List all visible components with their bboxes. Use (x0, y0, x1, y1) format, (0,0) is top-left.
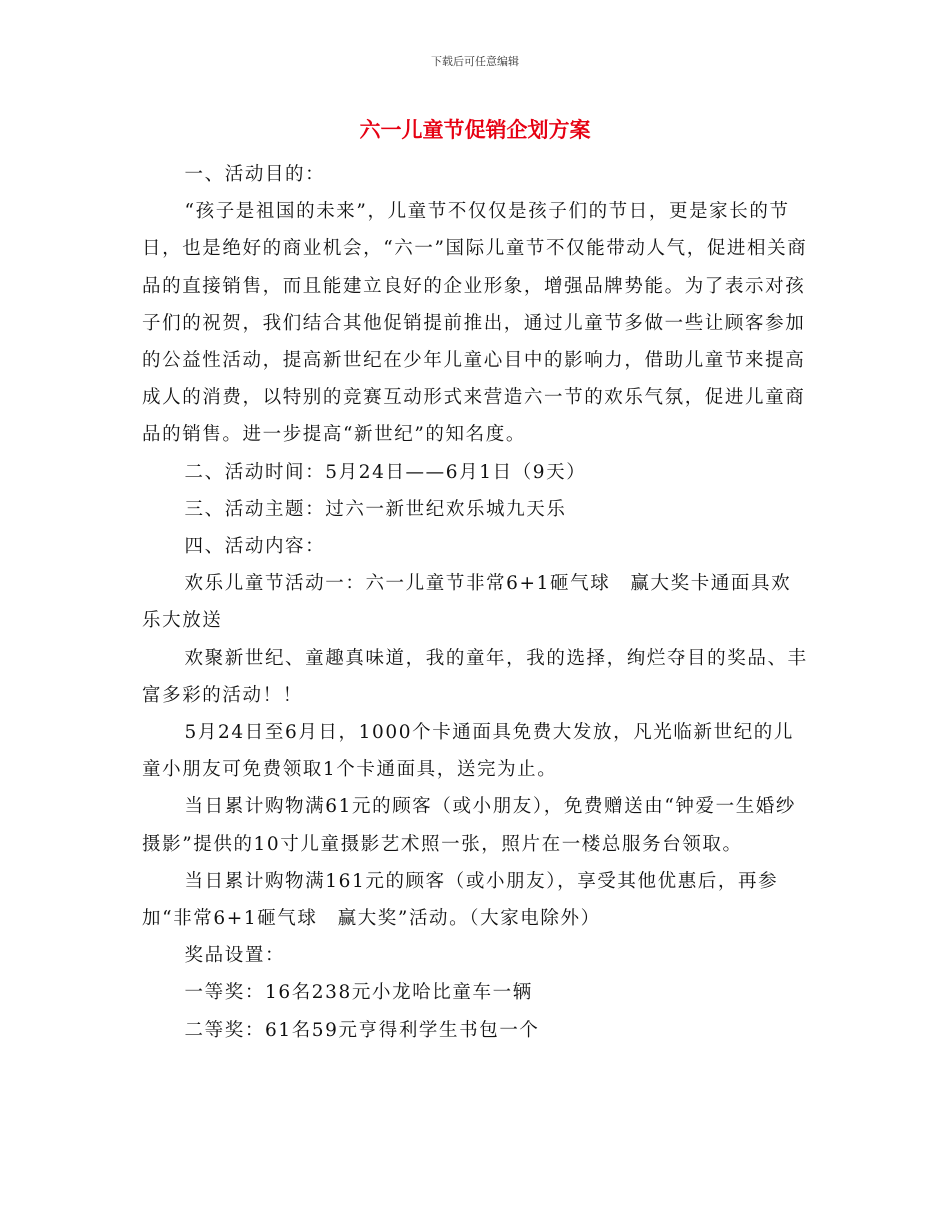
body-paragraph: 当日累计购物满161元的顾客（或小朋友），享受其他优惠后，再参加“非常6+1砸气球 赢大奖”活动。（大家电除外） (142, 870, 779, 930)
body-paragraph: 三、活动主题：过六一新世纪欢乐城九天乐 (184, 498, 567, 520)
page-header-note: 下载后可任意编辑 (431, 55, 519, 68)
body-paragraph: 当日累计购物满61元的顾客（或小朋友），免费赠送由“钟爱一生婚纱摄影”提供的10寸儿童摄影艺术照一张，照片在一楼总服务台领取。 (142, 796, 796, 855)
body-paragraph: 四、活动内容： (184, 536, 326, 558)
body-paragraph: 欢聚新世纪、童趣真味道，我的童年，我的选择，绚烂夺目的奖品、丰富多彩的活动！！ (142, 647, 808, 706)
body-paragraph: 一等奖：16名238元小龙哈比童车一辆 (184, 982, 533, 1004)
body-paragraph: 二、活动时间：5月24日——6月1日（9天） (184, 461, 587, 483)
body-paragraph: 5月24日至6月日，1000个卡通面具免费大发放，凡光临新世纪的儿童小朋友可免费领取1个卡通面具，送完为止。 (142, 722, 795, 781)
body-paragraph: 一、活动目的： (184, 164, 326, 185)
body-paragraph: 欢乐儿童节活动一：六一儿童节非常6+1砸气球 赢大奖卡通面具欢乐大放送 (142, 573, 792, 632)
body-paragraph: 二等奖：61名59元亨得利学生书包一个 (184, 1019, 540, 1041)
document-body (142, 156, 810, 1049)
body-paragraph: “孩子是祖国的未来”，儿童节不仅仅是孩子们的节日，更是家长的节日，也是绝好的商业机会，“六一”国际儿童节不仅能带动人气，促进相关商品的直接销售，而且能建立良好的企业形象，增强品牌势能。为了表示对孩子们的祝贺，我们结合其他促销提前推出，通过儿童节多做一些让顾客参加的公益性活动，提高新世纪在少年儿童心目中的影响力，借助儿童节来提高成人的消费，以特别的竞赛互动形式来营造六一节的欢乐气氛，促进儿童商品的销售。进一步提高“新世纪”的知名度。 (142, 201, 808, 446)
body-paragraph: 奖品设置： (184, 945, 286, 967)
document-title: 六一儿童节促销企划方案 (359, 118, 591, 142)
